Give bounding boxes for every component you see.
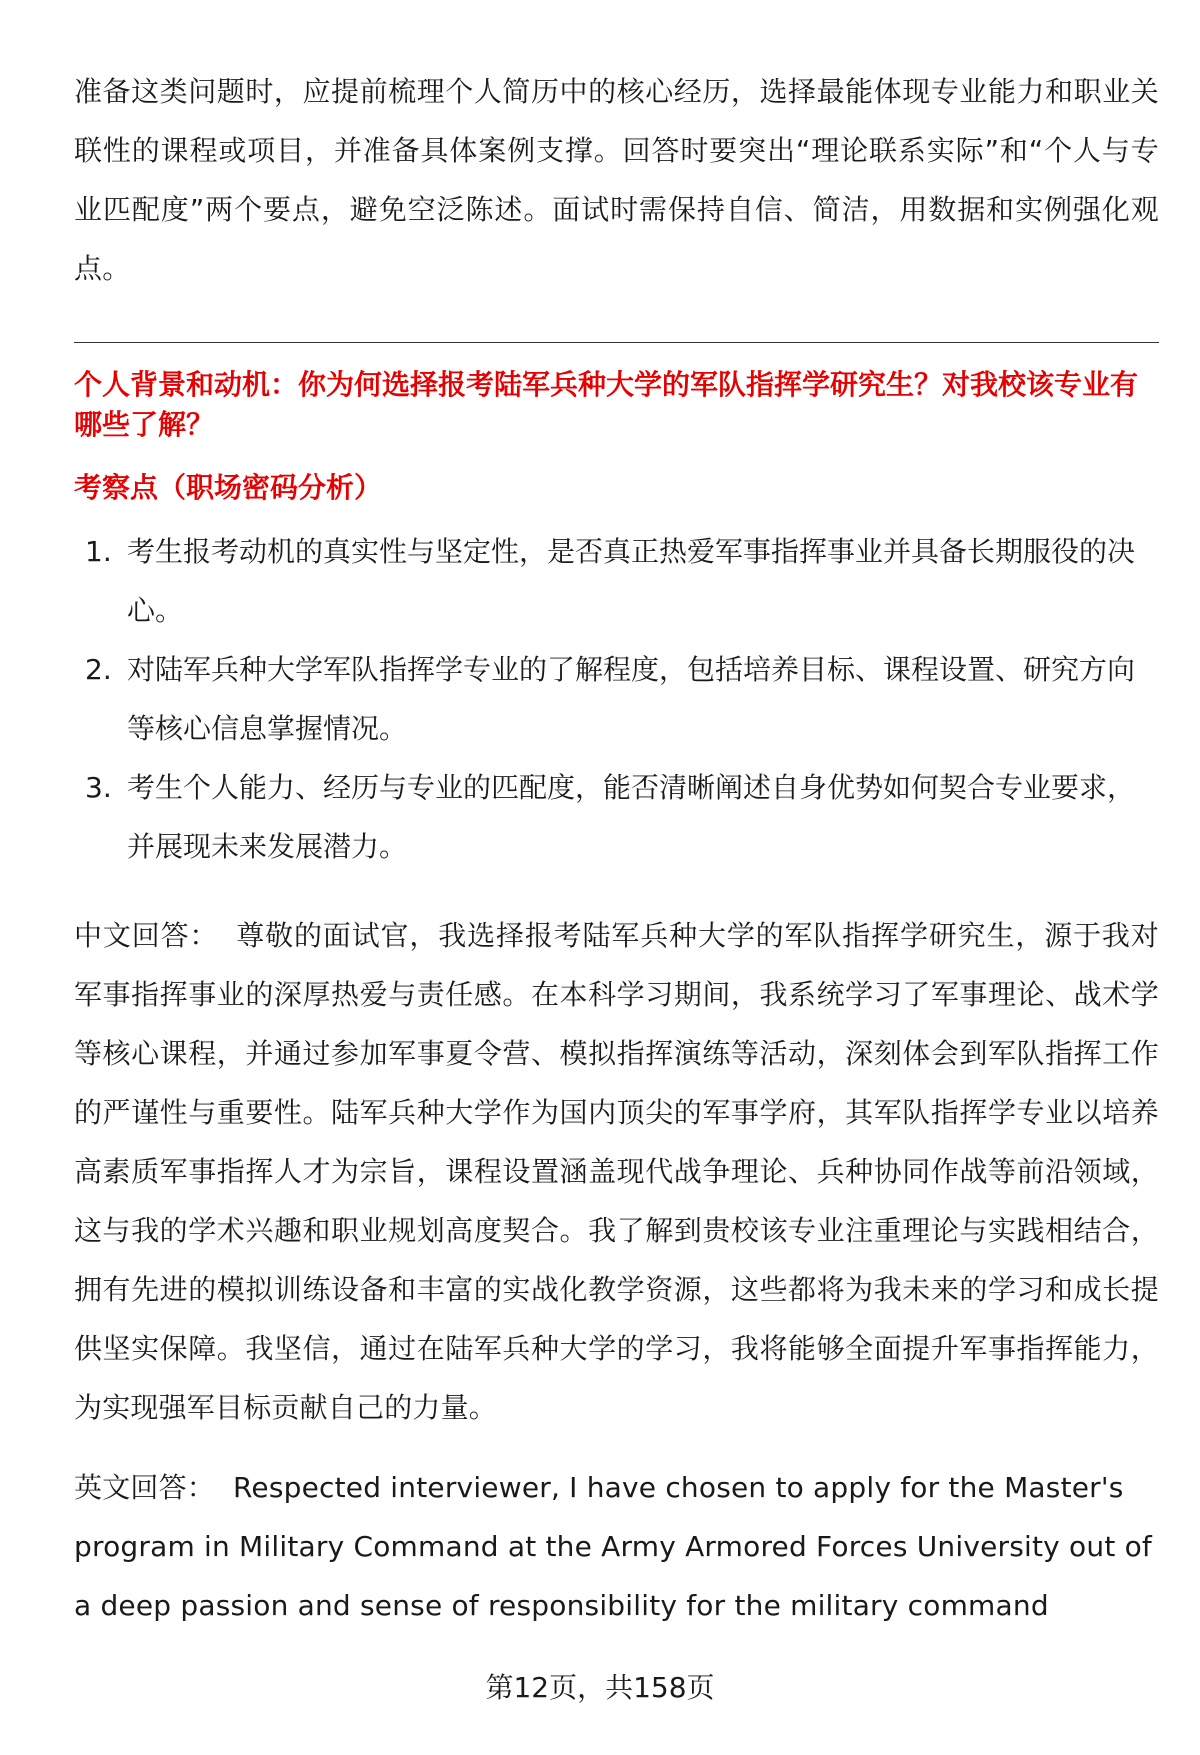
point-text: 考生报考动机的真实性与坚定性，是否真正热爱军事指挥事业并具备长期服役的决心。 [127,535,1136,627]
point-number: 2. [85,653,112,686]
english-answer [74,1458,1159,1635]
assessment-point [74,640,1159,758]
page-footer [0,1670,1200,1706]
page-indicator: 第12页，共158页 [485,1671,715,1704]
point-text: 对陆军兵种大学军队指挥学专业的了解程度，包括培养目标、课程设置、研究方向等核心信息掌握情况。 [127,653,1136,745]
document-page [74,62,1159,1635]
english-answer-label: 英文回答： [74,1471,216,1504]
assessment-heading: 考察点（职场密码分析） [74,471,383,504]
chinese-answer [74,906,1159,1437]
question-heading: 个人背景和动机：你为何选择报考陆军兵种大学的军队指挥学研究生？对我校该专业有哪些了解？ [74,368,1139,441]
intro-paragraph: 准备这类问题时，应提前梳理个人简历中的核心经历，选择最能体现专业能力和职业关联性的课程或项目，并准备具体案例支撑。回答时要突出“理论联系实际”和“个人与专业匹配度”两个要点，避免空泛陈述。面试时需保持自信、简洁，用数据和实例强化观点。 [74,75,1159,285]
point-number: 3. [85,771,112,804]
point-text: 考生个人能力、经历与专业的匹配度，能否清晰阐述自身优势如何契合专业要求，并展现未来发展潜力。 [127,771,1136,863]
chinese-answer-text: 尊敬的面试官，我选择报考陆军兵种大学的军队指挥学研究生，源于我对军事指挥事业的深厚热爱与责任感。在本科学习期间，我系统学习了军事理论、战术学等核心课程，并通过参加军事夏令营、模拟指挥演练等活动，深刻体会到军队指挥工作的严谨性与重要性。陆军兵种大学作为国内顶尖的军事学府，其军队指挥学专业以培养高素质军事指挥人才为宗旨，课程设置涵盖现代战争理论、兵种协同作战等前沿领域，这与我的学术兴趣和职业规划高度契合。我了解到贵校该专业注重理论与实践相结合，拥有先进的模拟训练设备和丰富的实战化教学资源，这些都将为我未来的学习和成长提供坚实保障。我坚信，通过在陆军兵种大学的学习，我将能够全面提升军事指挥能力，为实现强军目标贡献自己的力量。 [74,919,1159,1424]
assessment-points-list [74,522,1159,876]
assessment-point [74,758,1159,876]
section-divider [74,342,1159,343]
english-answer-text: Respected interviewer, I have chosen to apply for the Master's program in Military Command at the Army Armored Forces University out of a deep passion and sense of responsibility for the military command [74,1471,1152,1622]
assessment-point [74,522,1159,640]
chinese-answer-label: 中文回答： [74,919,219,952]
point-number: 1. [85,535,112,568]
